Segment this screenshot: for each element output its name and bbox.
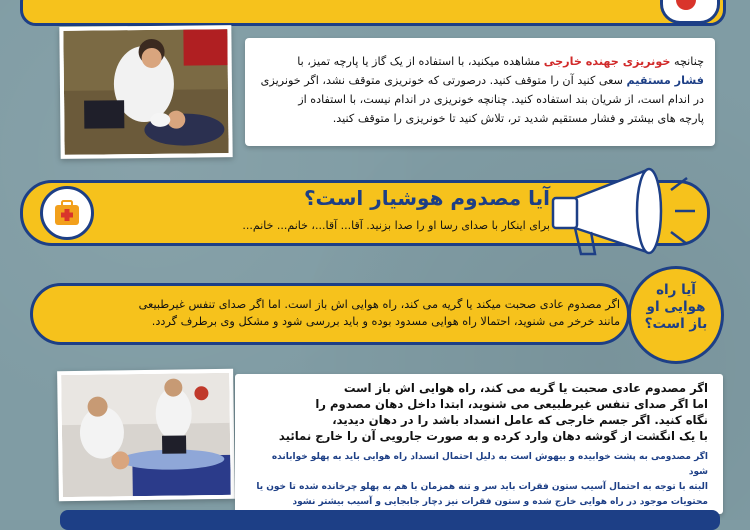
instruction-line-3: نگاه کنید. اگر جسم خارجی که عامل انسداد باشد را در دهان دیدید،: [332, 413, 708, 427]
first-aid-kit-icon: [43, 189, 91, 237]
consciousness-title: آیا مصدوم هوشیار است؟: [303, 186, 550, 210]
note-line-1: اگر مصدومی به پشت خوابیده و بیهوش است به دلیل احتمال انسداد راه هوایی باید به پهلو خوابانده شود: [271, 452, 708, 477]
highlight-external-bleeding: خونریزی جهنده خارجی: [543, 55, 671, 68]
highlight-direct-pressure: فشار مستقیم: [626, 74, 704, 87]
bleeding-first-aid-photo: [59, 25, 232, 159]
instruction-line-1: اگر مصدوم عادی صحبت یا گریه می کند، راه هوایی اش باز است: [343, 381, 708, 395]
airway-line-2: مانند خرخر می شنوید، احتمالا راه هوایی مسدود بوده و باید بررسی شود و مشکل وی برطرف گردد.: [151, 315, 620, 328]
instruction-line-4: با یک انگشت از گوشه دهان وارد کرده و به صورت جارویی آن را خارج نمائید: [278, 429, 708, 443]
airway-instructions: [250, 380, 708, 444]
consciousness-subtitle: برای اینکار با صدای رسا او را صدا بزنید. آقا... آقا...، خانم... خانم...: [242, 219, 550, 232]
instruction-line-2: اما اگر صدای تنفس غیرطبیعی می شنوید، ابتدا داخل دهان مصدوم را: [315, 397, 708, 411]
megaphone-icon: [535, 152, 705, 268]
airway-text: [60, 296, 620, 330]
bleeding-line-3: در اندام است، از شریان بند استفاده کنید. چنانچه خونریزی در اندام نیست، با استفاده از: [298, 93, 704, 106]
bleeding-line-4: پارچه های بیشتر و فشار مستقیم شدید تر، تلاش کنید تا خونریزی را متوقف کنید.: [332, 112, 704, 125]
airway-question: آیا راه هوایی او باز است؟: [644, 282, 708, 332]
bleeding-line-2: فشار مستقیم سعی کنید آن را متوقف کنید. درصورتی که خونریزی متوقف نشد، اگر خونریزی: [260, 74, 704, 87]
recovery-position-note: [250, 450, 708, 510]
airway-line-1: اگر مصدوم عادی صحبت میکند یا گریه می کند، راه هوایی اش باز است. اما اگر صدای تنفس غیرطبیعی: [138, 298, 620, 311]
top-band: [20, 0, 726, 26]
bleeding-line-1: چنانچه خونریزی جهنده خارجی مشاهده میکنید، با استفاده از یک گاز یا پارچه تمیز، با: [297, 55, 704, 68]
bottom-band: [60, 510, 720, 530]
airway-check-photo: [57, 369, 235, 501]
note-line-2: البته با توجه به احتمال آسیب ستون فقرات باید سر و تنه همزمان با هم به پهلو چرخانده شده تا خون یا: [256, 482, 708, 492]
note-line-3: محتویات موجود در راه هوایی خارج شده و ستون فقرات نیز دچار جابجایی و آسیب بیشتر نشود: [292, 497, 708, 507]
bleeding-text: [258, 52, 704, 128]
first-aid-kit-circle: [40, 186, 94, 240]
